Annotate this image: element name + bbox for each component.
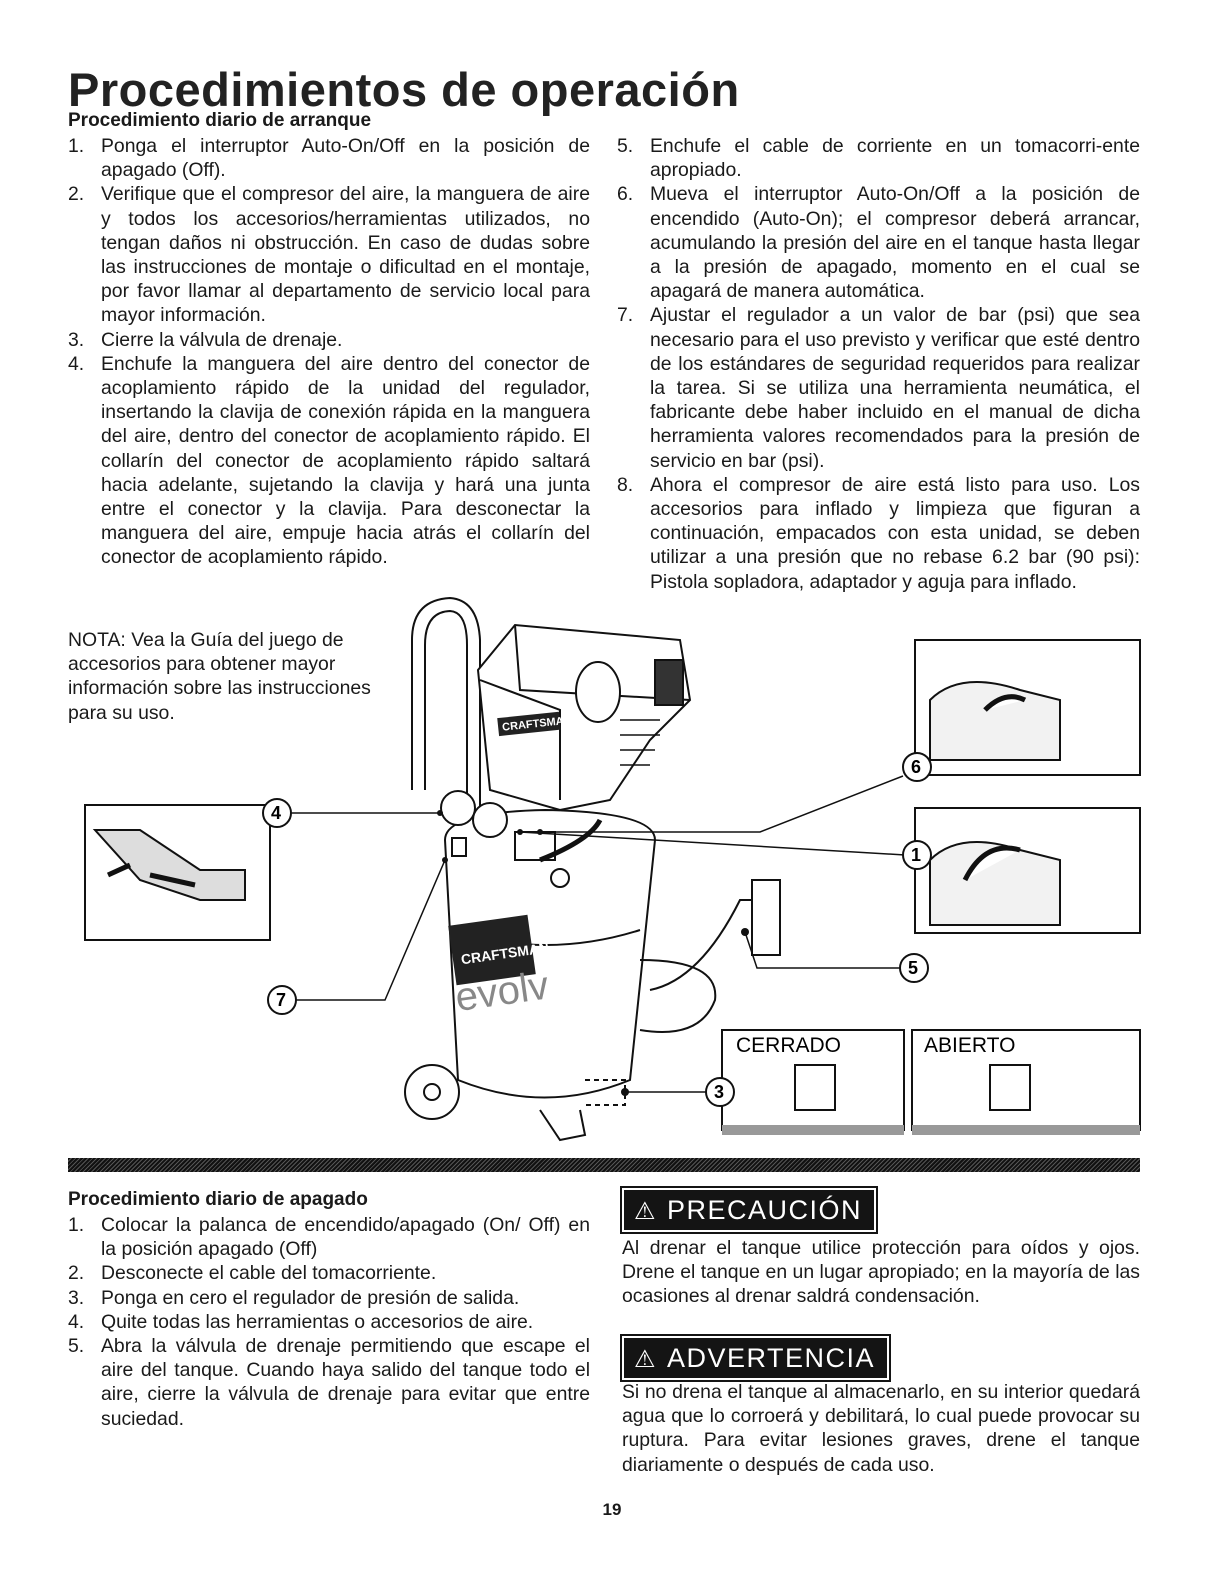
callout-1: 1 [911, 845, 922, 865]
valve-closed-label: CERRADO [736, 1034, 842, 1057]
startup-step: 7. Ajustar el regulador a un valor de bar (psi) que sea necesario para el uso previsto y verificar que esté dentro de los estándares de seguridad requeridos para realizar la tarea. Si se utiliza una herramienta neumática, el fabricante debe haber incluido en el manual de dicha herramienta valores recomendados para la presión de servicio en bar (psi). [617, 304, 1140, 472]
page-number: 19 [602, 1500, 622, 1519]
caution-text: Al drenar el tanque utilice protección para oídos y ojos. Drene el tanque en un lugar apropiado; en la mayoría de las ocasiones al drenar saldrá condensación. [622, 1237, 1140, 1308]
shutdown-heading: Procedimiento diario de apagado [68, 1189, 368, 1210]
warning-triangle-icon: ⚠ [634, 1346, 658, 1373]
model-logo: evolv [452, 963, 552, 1021]
brand-logo: CRAFTSMAN [459, 939, 550, 968]
startup-heading: Procedimiento diario de arranque [68, 110, 372, 131]
shutdown-steps [68, 1213, 590, 1431]
shutdown-step: 2. Desconecte el cable del tomacorriente. [68, 1262, 437, 1285]
page-title: Procedimientos de operación [68, 63, 740, 116]
section-divider [68, 1158, 1140, 1172]
startup-step: 3. Cierre la válvula de drenaje. [68, 328, 343, 351]
callout-7: 7 [276, 990, 287, 1010]
warning-text: Si no drena el tanque al almacenarlo, en su interior quedará agua que lo corroerá y debilitará, lo cual puede provocar su ruptura. Para evitar lesiones graves, drene el tanque diariamente o después de cada uso. [622, 1381, 1140, 1476]
shutdown-step: 3. Ponga en cero el regulador de presión de salida. [68, 1286, 520, 1309]
wheel-icon [405, 1065, 459, 1119]
pressure-gauge-icon [473, 803, 507, 837]
warning-triangle-icon: ⚠ [634, 1198, 658, 1225]
startup-step: 1. Ponga el interruptor Auto-On/Off en la posición de apagado (Off). [68, 135, 590, 182]
handle-icon [412, 598, 480, 810]
pressure-gauge-icon [441, 791, 475, 825]
startup-step: 6. Mueva el interruptor Auto-On/Off a la posición de encendido (Auto-On); el compresor deberá arrancar, acumulando la presión del aire en el tanque hasta llegar a la presión de apagado, momento en el cual se apagará de manera automática. [617, 183, 1140, 303]
valve-open-label: ABIERTO [924, 1034, 1016, 1057]
startup-step: 4. Enchufe la manguera del aire dentro del conector de acoplamiento rápido de la unidad del regulador, insertando la clavija de conexión rápida en la manguera del aire, dentro del conector de acoplamiento rápido. El collarín del conector de acoplamiento rápido saltará hacia adelante, sujetando la clavija y hará una junta entre el conector y la clavija. Para desconectar la manguera del aire, empuje hacia atrás el collarín del conector de acoplamiento rápido. [68, 352, 590, 569]
callout-5: 5 [908, 958, 919, 978]
startup-step: 2. Verifique que el compresor del aire, la manguera de aire y todos los accesorios/herramientas utilizados, no tengan daños ni obstrucción. En caso de dudas sobre las instrucciones de montaje o dificultad en el montaje, por favor llamar al departamento de servicio local para mayor información. [68, 183, 590, 327]
callout-3: 3 [714, 1082, 725, 1102]
caution-banner: ⚠ PRECAUCIÓN [622, 1188, 876, 1232]
wall-outlet-icon [752, 880, 780, 955]
brand-logo-small: CRAFTSMAN [501, 714, 573, 734]
warning-banner: ⚠ ADVERTENCIA [622, 1336, 889, 1380]
callout-6: 6 [911, 757, 922, 777]
shutdown-step: 1. Colocar la palanca de encendido/apagado (On/ Off) en la posición apagado (Off) [68, 1214, 590, 1261]
callout-4: 4 [271, 803, 282, 823]
shutdown-step: 5. Abra la válvula de drenaje permitiendo que escape el aire del tanque. Cuando haya salido del tanque todo el aire, cierre la válvula de drenaje para evitar que entre suciedad. [68, 1335, 590, 1430]
startup-step: 8. Ahora el compresor de aire está listo para uso. Los accesorios para inflado y limpieza que figuran a continuación, empacados con esta unidad, se deben utilizar a una presión que no rebase 6.2 bar (90 psi): Pistola sopladora, adaptador y aguja para inflado. [617, 473, 1140, 593]
shutdown-step: 4. Quite todas las herramientas o accesorios de aire. [68, 1310, 534, 1333]
startup-step: 5. Enchufe el cable de corriente en un tomacorri-ente apropiado. [617, 135, 1140, 182]
accessory-note: NOTA: Vea la Guía del juego de accesorios para obtener mayor información sobre las instrucciones para su uso. [68, 629, 371, 724]
